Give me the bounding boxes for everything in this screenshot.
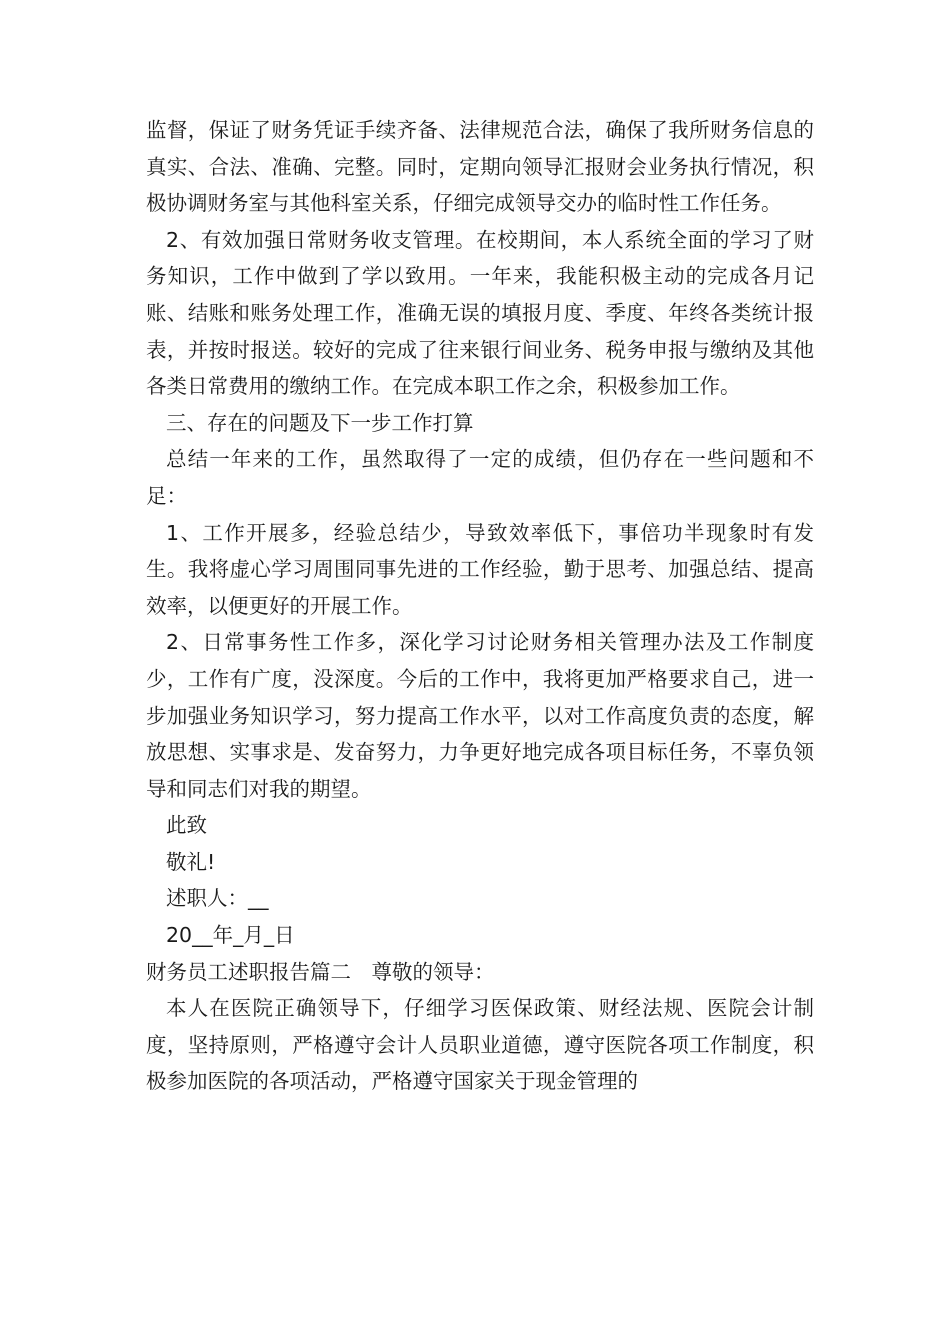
paragraph-issue-2: 2、日常事务性工作多，深化学习讨论财务相关管理办法及工作制度少，工作有广度，没深度。今后的工作中，我将更加严格要求自己，进一步加强业务知识学习，努力提高工作水平，以对工作高度负责的态度，解放思想、实事求是、发奋努力，力争更好地完成各项目标任务，不辜负领导和同志们对我的期望。 (146, 630, 814, 801)
section-heading-3: 三、存在的问题及下一步工作打算 (166, 410, 474, 435)
closing-regards: 敬礼! (166, 849, 216, 874)
closing-salutation: 此致 (166, 813, 207, 838)
reporter-line: 述职人：__ (166, 886, 269, 911)
report-two-heading: 财务员工述职报告篇二 尊敬的领导： (146, 959, 495, 984)
document-body (146, 112, 814, 1100)
paragraph-2: 2、有效加强日常财务收支管理。在校期间，本人系统全面的学习了财务知识，工作中做到了学以致用。一年来，我能积极主动的完成各月记账、结账和账务处理工作，准确无误的填报月度、季度、年终各类统计报表，并按时报送。较好的完成了往来银行间业务、税务申报与缴纳及其他各类日常费用的缴纳工作。在完成本职工作之余，积极参加工作。 (146, 227, 814, 399)
report-two-paragraph-1: 本人在医院正确领导下，仔细学习医保政策、财经法规、医院会计制度，坚持原则，严格遵守会计人员职业道德，遵守医院各项工作制度，积极参加医院的各项活动，严格遵守国家关于现金管理的 (146, 996, 814, 1094)
paragraph-summary: 总结一年来的工作，虽然取得了一定的成绩，但仍存在一些问题和不足： (146, 447, 814, 508)
date-line: 20__年_月_日 (166, 923, 295, 948)
paragraph-1: 监督，保证了财务凭证手续齐备、法律规范合法，确保了我所财务信息的真实、合法、准确、完整。同时，定期向领导汇报财会业务执行情况，积极协调财务室与其他科室关系，仔细完成领导交办的临时性工作任务。 (146, 118, 814, 216)
paragraph-issue-1: 1、工作开展多，经验总结少，导致效率低下，事倍功半现象时有发生。我将虚心学习周围同事先进的工作经验，勤于思考、加强总结、提高效率，以便更好的开展工作。 (146, 520, 814, 618)
